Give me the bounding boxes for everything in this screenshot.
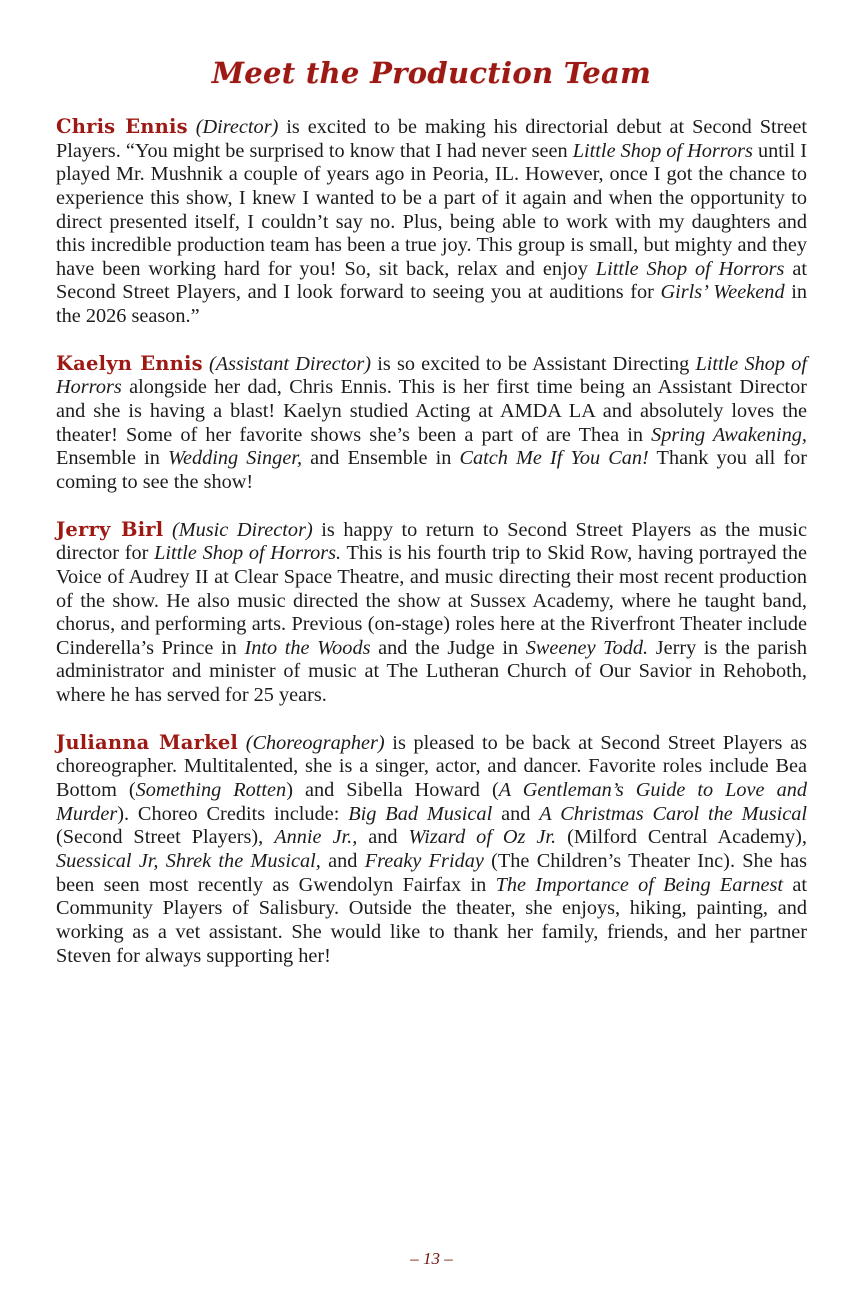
bio-text: is so excited to be Assistant Directing [371, 352, 696, 375]
bio-text: is happy to return to Second Street Players as the music director for [56, 518, 807, 565]
bio-text: This is his fourth trip to Skid Row, having portrayed the Voice of Audrey II at Clear Space Theatre, and music directing their most recent production of the show. He also music directed the show at Sussex Academy, where he taught band, chorus, and performing arts. Previous (on-stage) roles here at the Riverfront Theater include Cinderella’s Prince in [56, 542, 807, 659]
bio-title-italic: Girls’ Weekend [660, 281, 785, 304]
bio-text: in the 2026 season.” [56, 281, 807, 328]
bio-title-italic: Suessical Jr, Shrek the Musical, [56, 849, 321, 872]
bio-title-italic: Wedding Singer, [167, 447, 303, 470]
bio-title-italic: Little Shop of Horrors [56, 352, 807, 399]
bio-text: and the Judge in [370, 636, 526, 659]
bio-title-italic: Little Shop of Horrors [572, 139, 753, 162]
bio-list [56, 116, 807, 968]
bio-text: ). Choreo Credits include: [117, 802, 349, 825]
bio-title-italic: Catch Me If You Can! [459, 447, 649, 470]
bio-text: alongside her dad, Chris Ennis. This is her first time being an Assistant Director and she is having a blast! Kaelyn studied Acting at AMDA LA and absolutely loves the theater! Some of her favorite shows she’s been a part of are Thea in [56, 376, 807, 446]
bio-paragraph [56, 732, 807, 968]
bio-text: Jerry is the parish administrator and minister of music at The Lutheran Church of Our Savior in Rehoboth, where he has served for 25 years. [56, 636, 807, 707]
bio-paragraph [56, 116, 807, 329]
bio-text: and [357, 826, 409, 849]
bio-title-italic: A Gentleman’s Guide to Love and Murder [56, 779, 807, 825]
bio-text: at Community Players of Salisbury. Outside the theater, she enjoys, hiking, painting, and working as a vet assistant. She would like to thank her family, friends, and her partner Steven for always supporting her! [56, 873, 807, 967]
bio-person-name: Kaelyn Ennis [56, 351, 203, 375]
bio-text: at Second Street Players, and I look forward to seeing you at auditions for [56, 257, 807, 304]
bio-title-italic: Sweeney Todd. [525, 636, 649, 659]
bio-title-italic: Little Shop of Horrors. [154, 542, 342, 565]
bio-text: ) and Sibella Howard ( [286, 779, 499, 802]
bio-text: is pleased to be back at Second Street Players as choreographer. Multitalented, she is a singer, actor, and dancer. Favorite roles include Bea Bottom ( [56, 731, 807, 802]
bio-title-italic: The Importance of Being Earnest [495, 873, 784, 896]
bio-person-name: Julianna Markel [56, 730, 239, 754]
bio-person-role: (Director) [195, 116, 279, 138]
bio-person-role: (Assistant Director) [209, 352, 372, 375]
bio-title-italic: Into the Woods [244, 636, 371, 659]
bio-person-name: Chris Ennis [56, 115, 188, 138]
bio-person-name: Jerry Birl [56, 517, 164, 541]
bio-text: and Ensemble in [302, 447, 460, 470]
bio-title-italic: A Christmas Carol the Musical [539, 802, 807, 825]
bio-paragraph [56, 519, 807, 708]
bio-text: is excited to be making his directorial debut at Second Street Players. “You might be surprised to know that I had never seen [56, 116, 807, 162]
bio-text: and [492, 802, 540, 825]
bio-title-italic: Freaky Friday [364, 849, 484, 872]
bio-title-italic: Something Rotten [135, 779, 287, 802]
bio-text: (The Children’s Theater Inc). She has been seen most recently as Gwendolyn Fairfax in [56, 849, 807, 896]
bio-title-italic: Annie Jr., [274, 826, 358, 849]
bio-title-italic: Spring Awakening, [651, 423, 807, 446]
bio-title-italic: Little Shop of Horrors [595, 257, 785, 280]
bio-text: (Milford Central Academy), [556, 826, 807, 849]
bio-text: Thank you all for coming to see the show! [56, 447, 807, 493]
bio-text: and [320, 849, 365, 872]
bio-title-italic: Big Bad Musical [348, 802, 493, 825]
bio-text: until I played Mr. Mushnik a couple of years ago in Peoria, IL. However, once I got the chance to experience this show, I knew I wanted to be a part of it again and when the opportunity to direct presented itself, I couldn’t say no. Plus, being able to work with my daughters and this incredible production team has been a true joy. This group is small, but mighty and they have been working hard for you! So, sit back, relax and enjoy [56, 139, 807, 280]
bio-person-role: (Choreographer) [245, 731, 385, 754]
bio-title-italic: Wizard of Oz Jr. [408, 826, 557, 849]
page-number: – 13 – [410, 1249, 453, 1268]
bio-text: Ensemble in [56, 447, 168, 470]
bio-paragraph [56, 353, 807, 495]
bio-text: (Second Street Players), [56, 826, 275, 849]
page-title: Meet the Production Team [211, 56, 652, 90]
bio-person-role: (Music Director) [171, 518, 313, 541]
